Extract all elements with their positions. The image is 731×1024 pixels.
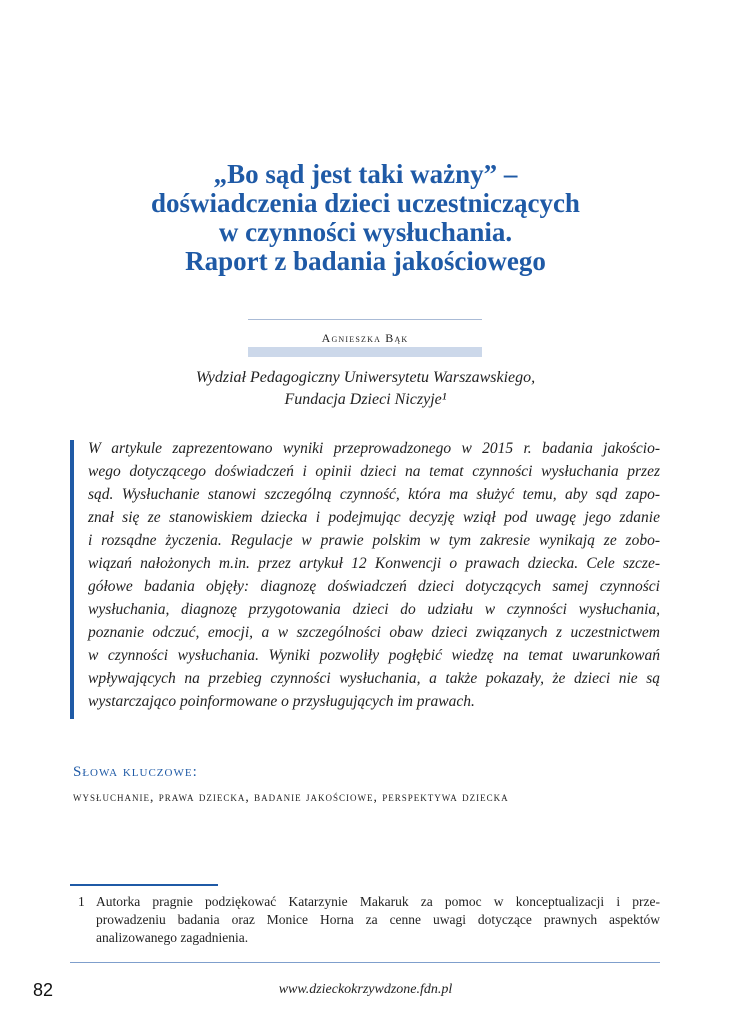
abstract-line: W artykule zaprezentowano wyniki przeprowadzonego w 2015 r. badania jakościo- — [88, 440, 660, 457]
title-line-1: „Bo sąd jest taki ważny” – — [213, 159, 518, 189]
author-name: Agnieszka Bąk — [321, 331, 409, 345]
footer-rule — [70, 962, 660, 963]
abstract-line: wysłuchania, diagnozę przygotowania dzieci do udziału w czynności wysłuchania, — [88, 601, 660, 618]
abstract-line: wystarczająco poinformowane o przysługujących im prawach. — [88, 693, 475, 710]
footnote-line: prowadzeniu badania oraz Monice Horna za cenne uwagi dotyczące prawnych aspektów — [96, 912, 660, 927]
affiliation — [70, 367, 661, 411]
abstract-line: wego dotyczącego doświadczeń i opinii dzieci na temat czynności wysłuchania przez — [88, 463, 660, 480]
abstract-line: gółowe badania objęły: diagnozę doświadczeń dzieci dotyczących samej czynności — [88, 578, 660, 595]
footnote-separator — [70, 884, 218, 886]
abstract-line: sąd. Wysłuchanie stanowi szczególną czynność, która ma służyć temu, aby sąd zapo- — [88, 486, 660, 503]
keywords-heading: Słowa kluczowe: — [73, 764, 198, 780]
title-line-4: Raport z badania jakościowego — [185, 246, 546, 276]
title-line-3: w czynności wysłuchania. — [218, 217, 513, 247]
affiliation-line-1: Wydział Pedagogiczny Uniwersytetu Warszawskiego, — [195, 369, 536, 386]
footnote-number: 1 — [78, 894, 85, 909]
author-bottom-band — [248, 347, 482, 357]
keywords-list: wysłuchanie, prawa dziecka, badanie jakościowe, perspektywa dziecka — [73, 789, 509, 804]
abstract-line: poznanie odczuć, emocji, a w szczególności obaw dzieci związanych z uczestnictwem — [88, 624, 660, 641]
footnote-text — [96, 893, 660, 947]
footnote-line: analizowanego zagadnienia. — [96, 930, 249, 945]
title-line-2: doświadczenia dzieci uczestniczących — [151, 188, 580, 218]
footer-url[interactable]: www.dzieckokrzywdzone.fdn.pl — [278, 982, 453, 997]
page-number: 82 — [33, 980, 54, 1000]
author-top-rule — [248, 319, 482, 320]
abstract-line: znał się ze stanowiskiem dziecka i podejmując decyzję wziął pod uwagę jego zdanie — [88, 509, 660, 526]
abstract-text — [88, 437, 660, 713]
abstract-line: i rozsądne życzenia. Regulacje w prawie polskim w tym zakresie wynikają ze zobo- — [88, 532, 660, 549]
abstract-side-bar — [70, 440, 74, 719]
footnote-line: Autorka pragnie podziękować Katarzynie Makaruk za pomoc w konceptualizacji i prze- — [96, 894, 660, 909]
article-title — [70, 160, 661, 276]
affiliation-line-2: Fundacja Dzieci Niczyje¹ — [284, 391, 447, 408]
abstract-line: w czynności wysłuchania. Wyniki pozwoliły pogłębić wiedzę na temat uwarunkowań — [88, 647, 660, 664]
footnote — [78, 893, 660, 947]
abstract-line: wiązań nałożonych m.in. przez artykuł 12 Konwencji o prawach dziecka. Cele szcze- — [88, 555, 660, 572]
abstract-line: wpływających na przebieg czynności wysłuchania, a także pokazały, że dzieci nie są — [88, 670, 660, 687]
